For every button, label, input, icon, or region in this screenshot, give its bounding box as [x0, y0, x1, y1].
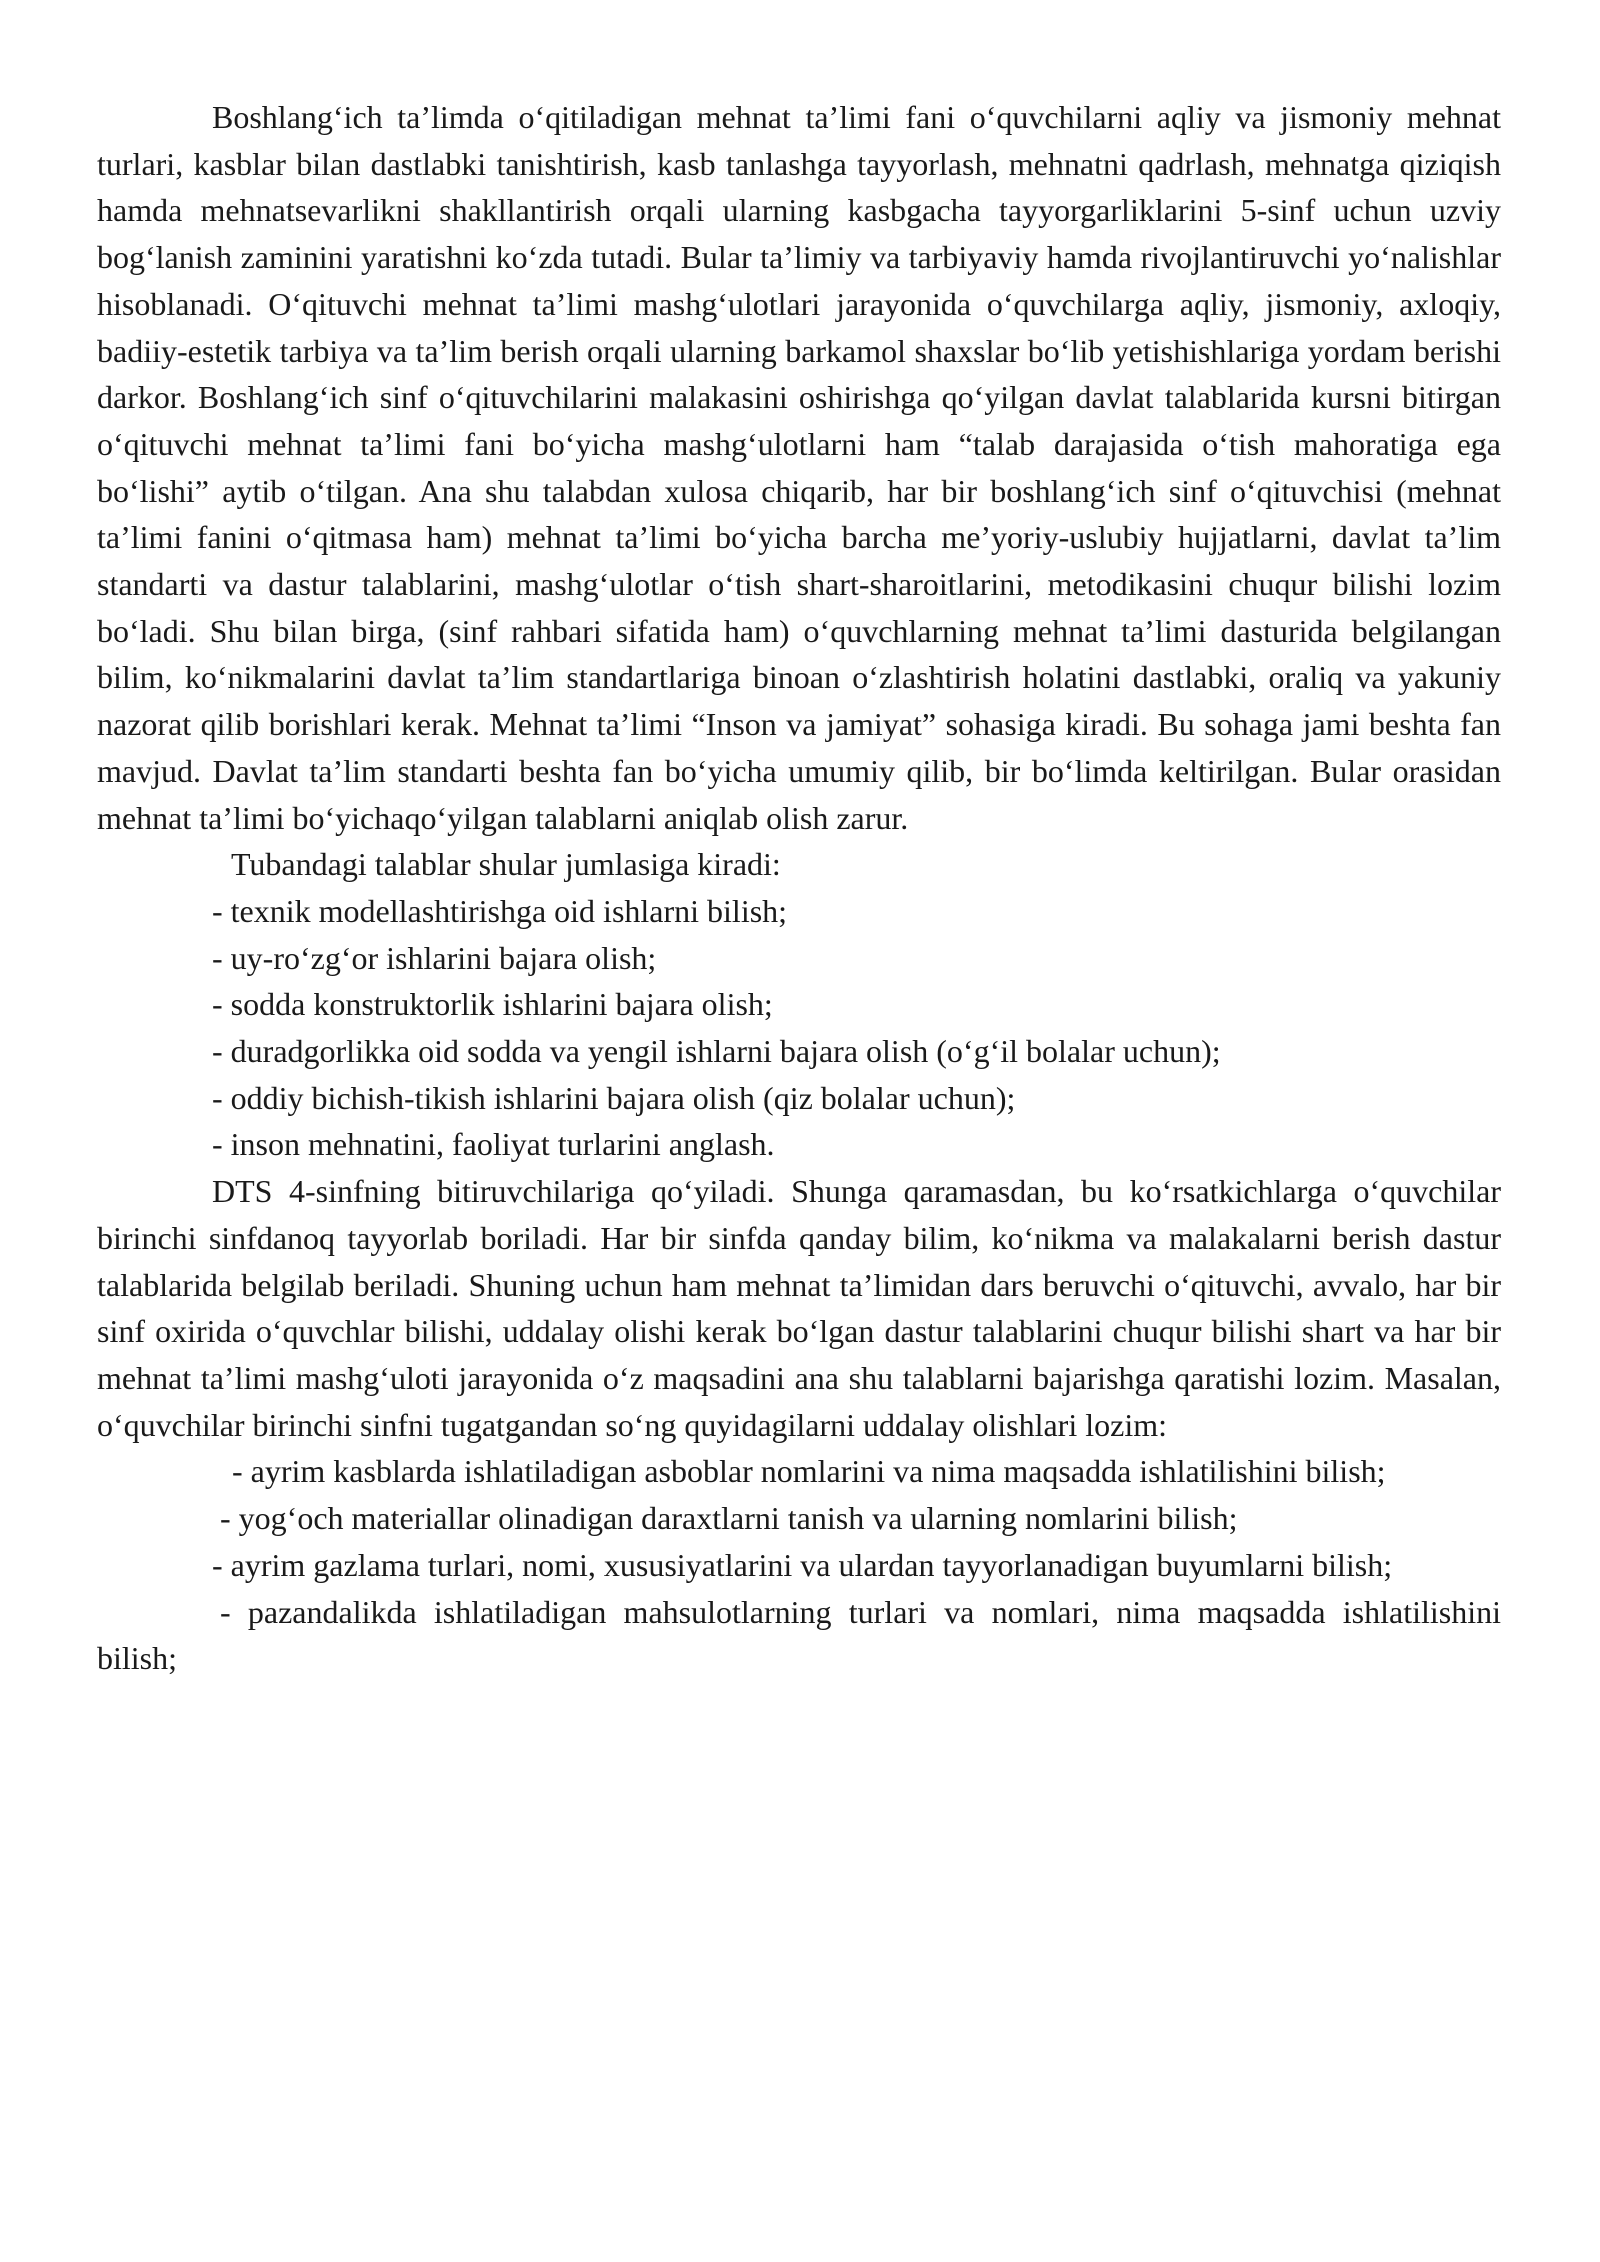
paragraph: DTS 4-sinfning bitiruvchilariga qo‘yiladi. Shunga qaramasdan, bu ko‘rsatkichlarga o‘quvchilar birinchi sinfdanoq tayyorlab boriladi. Har bir sinfda qanday bilim, ko‘nikma va malakalarni berish dastur talablarida belgilab beriladi. Shuning uchun ham mehnat ta’limidan dars beruvchi o‘qituvchi, avvalo, har bir sinf oxirida o‘quvchlar bilishi, uddalay olishi kerak bo‘lgan dastur talablarini chuqur bilishi shart va har bir mehnat ta’limi mashg‘uloti jarayonida o‘z maqsadini ana shu talablarni bajarishga qaratishi lozim. Masalan, o‘quvchilar birinchi sinfni tugatgandan so‘ng quyidagilarni uddalay olishlari lozim:: [97, 1173, 1501, 1443]
paragraph: Boshlang‘ich ta’limda o‘qitiladigan mehnat ta’limi fani o‘quvchilarni aqliy va jismoniy mehnat turlari, kasblar bilan dastlabki tanishtirish, kasb tanlashga tayyorlash, mehnatni qadrlash, mehnatga qiziqish hamda mehnatsevarlikni shakllantirish orqali ularning kasbgacha tayyorgarliklarini 5-sinf uchun uzviy bog‘lanish zaminini yaratishni ko‘zda tutadi. Bular ta’limiy va tarbiyaviy hamda rivojlantiruvchi yo‘nalishlar hisoblanadi. O‘qituvchi mehnat ta’limi mashg‘ulotlari jarayonida o‘quvchilarga aqliy, jismoniy, axloqiy, badiiy-estetik tarbiya va ta’lim berish orqali ularning barkamol shaxslar bo‘lib yetishishlariga yordam berishi darkor. Boshlang‘ich sinf o‘qituvchilarini malakasini oshirishga qo‘yilgan davlat talablarida kursni bitirgan o‘qituvchi mehnat ta’limi fani bo‘yicha mashg‘ulotlarni ham “talab darajasida o‘tish mahoratiga ega bo‘lishi” aytib o‘tilgan. Ana shu talabdan xulosa chiqarib, har bir boshlang‘ich sinf o‘qituvchisi (mehnat ta’limi fanini o‘qitmasa ham) mehnat ta’limi bo‘yicha barcha me’yoriy-uslubiy hujjatlarni, davlat ta’lim standarti va dastur talablarini, mashg‘ulotlar o‘tish shart-sharoitlarini, metodikasini chuqur bilishi lozim bo‘ladi. Shu bilan birga, (sinf rahbari sifatida ham) o‘quvchlarning mehnat ta’limi dasturida belgilangan bilim, ko‘nikmalarini davlat ta’lim standartlariga binoan o‘zlashtirish holatini dastlabki, oraliq va yakuniy nazorat qilib borishlari kerak. Mehnat ta’limi “Inson va jamiyat” sohasiga kiradi. Bu sohaga jami beshta fan mavjud. Davlat ta’lim standarti beshta fan bo‘yicha umumiy qilib, bir bo‘limda keltirilgan. Bular orasidan mehnat ta’limi bo‘yichaqo‘yilgan talablarni aniqlab olish zarur.: [97, 99, 1501, 836]
document-page: [97, 94, 1501, 1682]
list-item: - ayrim gazlama turlari, nomi, xususiyatlarini va ulardan tayyorlanadigan buyumlarni bilish;: [212, 1546, 1393, 1583]
list-item: - duradgorlikka oid sodda va yengil ishlarni bajara olish (o‘g‘il bolalar uchun);: [212, 1033, 1221, 1070]
list-item: - sodda konstruktorlik ishlarini bajara olish;: [212, 986, 773, 1023]
list-item: - uy-ro‘zg‘or ishlarini bajara olish;: [212, 939, 657, 976]
list-item: - pazandalikda ishlatiladigan mahsulotlarning turlari va nomlari, nima maqsadda ishlatilishini bilish;: [97, 1593, 1501, 1677]
list-item: - oddiy bichish-tikish ishlarini bajara olish (qiz bolalar uchun);: [212, 1079, 1016, 1116]
list-intro: Tubandagi talablar shular jumlasiga kiradi:: [231, 846, 781, 883]
list-item: - ayrim kasblarda ishlatiladigan asboblar nomlarini va nima maqsadda ishlatilishini bilish;: [232, 1453, 1386, 1490]
list-item: - texnik modellashtirishga oid ishlarni bilish;: [212, 892, 788, 929]
list-item: - yog‘och materiallar olinadigan daraxtlarni tanish va ularning nomlarini bilish;: [220, 1500, 1238, 1537]
list-item: - inson mehnatini, faoliyat turlarini anglash.: [212, 1126, 775, 1163]
